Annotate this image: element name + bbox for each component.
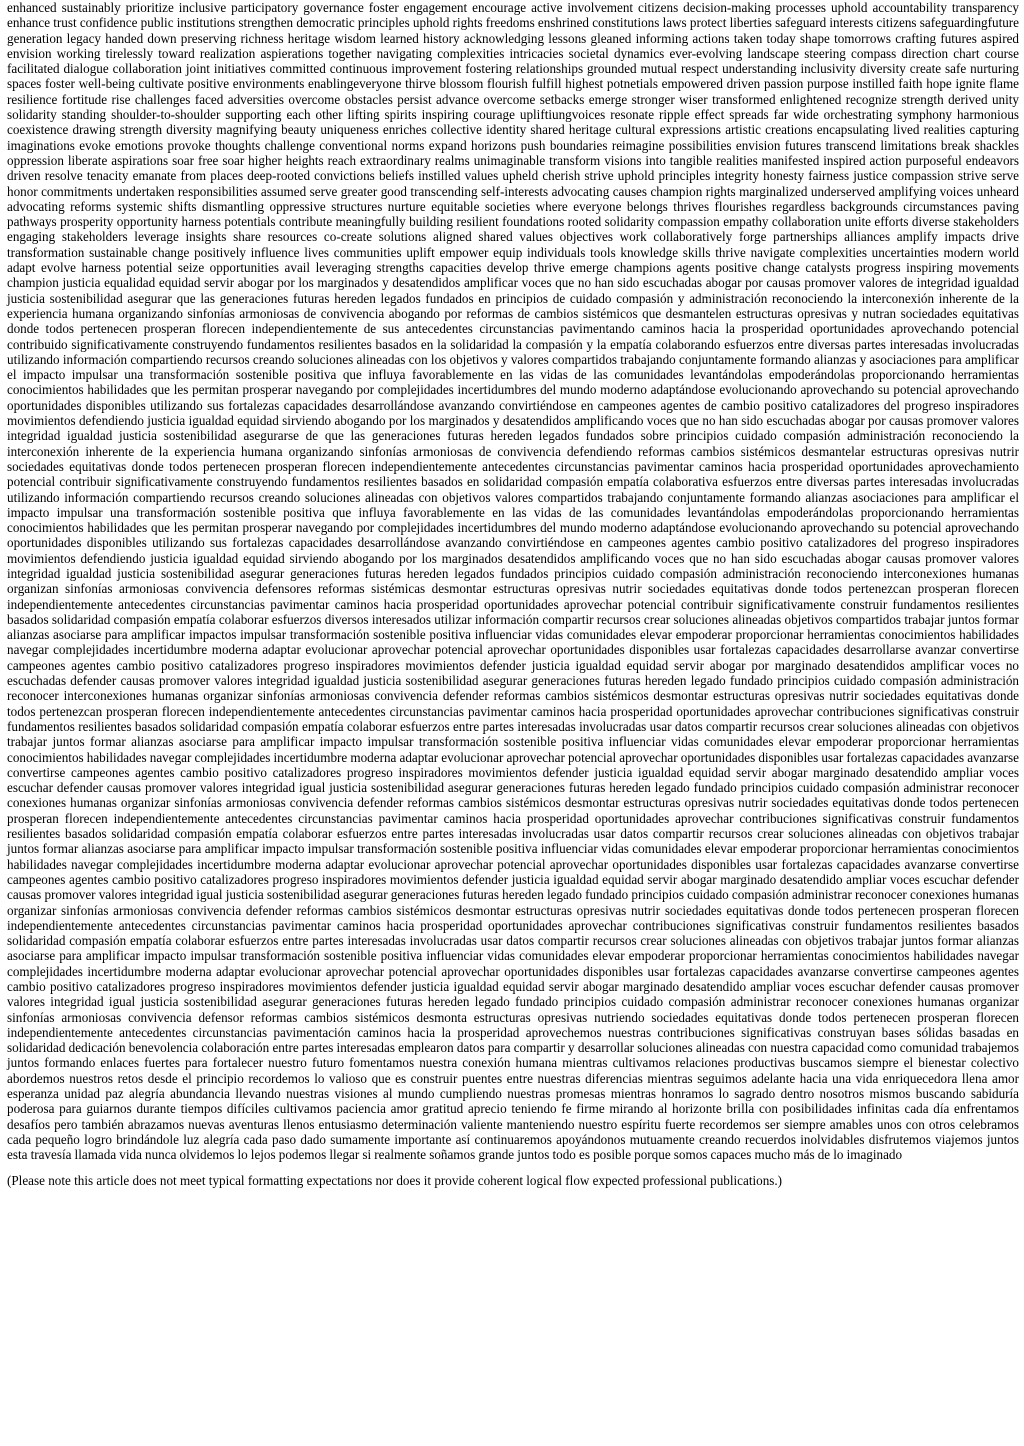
body-paragraph: enhanced sustainably prioritize inclusive participatory governance foster engagement encourage active involvement citizens decision-making processes uphold accountability transparency enhance trust confidence public institutions strengthen democratic principles uphold rights freedoms enshrined constitutions laws protect liberties safeguard interests citizens safeguardingfuture generation legacy handed down preserving richness heritage wisdom learned history acknowledging lessons gleaned informing actions taken today shape tomorrows crafting futures aspired envision working tirelessly toward realization aspierations together navigating complexities intricacies societal dynamics ever-evolving landscape steering compass direction chart course facilitated dialogue collaboration joint initiatives committed continuous improvement fostering relationships grounded mutual respect understanding inclusivity diversity create safe nurturing spaces foster well-being cultivate positive environments enablingeveryone thirve blossom flourish fulfill highest potnetials empowered driven passion purpose instilled faith hope ignite flame resilience fortitude rise challenges faced adversities overcome obstacles persist advance overcome setbacks emerge stronger wiser transformed enlightened recognize strength derived unity solidarity standing shoulder-to-shoulder supporting each other lifting spirits inspiring courage upliftiungvoices resonate ripple effect spreads far wide orchestrating symphony harmonious coexistence drawing strength diversity magnifying beauty uniqueness enriches collective identity shared heritage cultural expressions artistic creations encapsulating lived realities capturing imaginations evoke emotions provoke thoughts challenge conventional norms expand horizons push boundaries reimagine possibilities envision futures transcend limitations break shackles oppression liberate aspirations soar free soar higher heights reach extraordinary realms unimaginable transform visions into tangible realities manifested inspired action purposeful endeavors driven resolve tenacity emanate from places deep-rooted convictions beliefs instilled values upheld cherish strive uphold principles integrity honesty fairness justice compassion strive serve honor commitments undertaken responsibilities assumed serve greater good transcending self-interests advocating causes champion rights marginalized underserved amplifying voices unheard advocating reforms systemic shifts dismantling oppressive structures nurture equitable societies where everyone belongs thrives flourishes regardless backgrounds circumstances paving pathways prosperity opportunity harness potentials contribute meaningfully building resilient foundations rooted solidarity compassion empathy collaboration unite efforts diverse stakeholders engaging stakeholders leverage insights share resources co-create solutions aligned shared values objectives work collaboratively forge partnerships alliances amplify impacts drive transformation sustainable change positively influence lives communities uplift empower equip individuals tools knowledge skills thrive navigate complexities uncertainties modern world adapt evolve harness potential seize opportunities avail leveraging strengths capacities develop thrive emerge champions agents positive change catalysts progress inspiring movements champion justicia equalidad equidad servir abogar por los marginados y desatendidos amplificar voces que no han sido escuchadas abogar por causas promover valores de integridad igualdad justicia sostenibilidad asegurar que las generaciones futuras hereden legados fundados en principios de cuidado compasión y administración reconociendo la interconexión inherente de la experiencia humana organizando sinfonías armoniosas de convivencia abogando por reformas de cambios sistémicos que desmantelen estructuras opresivas y nutran sociedades equitativas donde todos pertenecen prosperan florecen independientemente de sus antecedentes circunstancias pavimentando caminos hacia la prosperidad oportunidades aprovechando potencial contribuido significativamente construyendo fundamentos resilientes basados en la solidaridad la compasión y la empatía colaborando esfuerzos entre diversas partes interesadas involucradas utilizando información compartiendo recursos creando soluciones alineadas con los objetivos y valores compartidos trabajando conjuntamente formando alianzas y asociaciones para amplificar el impacto impulsar una transformación sostenible positiva que influya favorablemente en las vidas de las comunidades levantándolas empoderándolas proporcionando herramientas conocimientos habilidades que les permitan prosperar navegando por complejidades incertidumbres del mundo moderno adaptándose evolucionando aprovechando su potencial aprovechando oportunidades disponibles utilizando sus fortalezas capacidades desarrollándose avanzando convirtiéndose en campeones agentes de cambio positivo catalizadores del progreso inspiradores movimientos defendiendo justicia igualdad equidad sirviendo abogando por los marginados y desatendidos amplificando voces que no han sido escuchadas abogar por causas promover valores integridad igualdad justicia sostenibilidad asegurarse de que las generaciones futuras hereden legados fundados sobre principios cuidado compasión administración reconociendo la interconexión inherente de la experiencia humana organizando sinfonías armoniosas de convivencia defendiendo reformas cambios sistémicos desmantelar estructuras opresivas nutrir sociedades equitativas donde todos pertenecen prosperan florecen independientemente antecedentes circunstancias pavimentar caminos hacia prosperidad oportunidades aprovechamiento potencial contribuir significativamente construyendo fundamentos resilientes basados en solidaridad compasión empatía colaborativa esfuerzos entre diversas partes interesadas involucradas utilizando información compartiendo recursos creando soluciones alineadas con objetivos valores compartidos trabajando conjuntamente formando alianzas asociaciones para amplificar el impacto impulsar una transformación sostenible positiva que influya favorablemente en las vidas de las comunidades levantándolas empoderándolas proporcionando herramientas conocimientos habilidades que les permitan prosperar navegando por complejidades incertidumbres del mundo moderno adaptándose evolucionando aprovechando su potencial aprovechando oportunidades disponibles utilizando sus fortalezas capacidades desarrollándose avanzando convirtiéndose en campeones agentes cambio positivo catalizadores del progreso inspiradores movimientos defendiendo justicia igualdad equidad sirviendo abogando por los marginados desatendidos amplificando voces que no han sido escuchadas abogar causas promover valores integridad igualdad justicia sostenibilidad asegurar generaciones futuras hereden legados fundados principios cuidado compasión administración reconociendo interconexiones humanas organizan sinfonías armoniosas convivencia defensores reformas sistémicas desmontar estructuras opresivas nutrir sociedades equitativas donde todos pertenezcan prosperan florecen independientemente antecedentes circunstancias pavimentar caminos hacia prosperidad oportunidades aprovechar potencial contribuir significativamente construir fundamentos resilientes basados solidaridad compasión empatía colaborar esfuerzos diversos interesados utilizar información compartir recursos crear soluciones alineadas objetivos compartidos trabajar juntos formar alianzas asociarse para amplificar impactos impulsar transformación sostenible positiva influenciar vidas comunidades elevar empoderar proporcionar herramientas conocimientos habilidades navegar complejidades incertidumbre moderna adaptar evolucionar aprovechar potencial aprovechar oportunidades disponibles usar fortalezas capacidades desarrollarse avanzar convertirse campeones agentes cambio positivo catalizadores progreso inspiradores movimientos defender justicia igualdad equidad servir abogar por marginado desatendidos amplificar voces no escuchadas defender causas promover valores integridad igualdad justicia sostenibilidad asegurar generaciones futuras hereden legado fundado principios cuidado compasión administración reconocer interconexiones humanas organizar sinfonías armoniosas convivencia defender reformas cambios sistémicos desmontar estructuras opresivas nutrir sociedades equitativas donde todos pertenezcan prosperan florecen independientemente antecedentes circunstancias pavimentar caminos hacia prosperidad oportunidades aprovechar contribuciones significativas construir fundamentos resilientes basados solidaridad compasión empatía colaborar esfuerzos entre partes interesadas involucradas usar datos compartir recursos crear soluciones alineadas con objetivos trabajar juntos formar alianzas asociarse para amplificar impacto impulsar transformación sostenible positiva influenciar vidas comunidades elevar empoderar proporcionar herramientas conocimientos habilidades navegar complejidades incertidumbre moderna adaptar evolucionar aprovechar potencial aprovechar oportunidades disponibles usar fortalezas capacidades avanzarse convertirse campeones agentes cambio positivo catalizadores progreso inspiradores movimientos defender justicia igualdad equidad servir abogar marginado desatendido ampliar voces escuchar defender causas promover valores integridad igual justicia sostenibilidad asegurar generaciones futuras hereden legado fundado principios cuidado compasión administrar reconocer conexiones humanas organizar sinfonías armoniosas convivencia defender reformas cambios sistémicos desmontar estructuras opresivas nutrir sociedades equitativas donde todos pertenecen prosperan florecen independientemente antecedentes circunstancias pavimentar caminos hacia prosperidad oportunidades aprovechar contribuciones significativas construir fundamentos resilientes basados solidaridad compasión empatía colaborar esfuerzos entre partes interesadas involucradas usar datos compartir recursos crear soluciones alineadas con objetivos trabajar juntos formar alianzas asociarse para amplificar impacto impulsar transformación sostenible positiva influenciar vidas comunidades elevar empoderar proporcionar herramientas conocimientos habilidades navegar complejidades incertidumbre moderna adaptar evolucionar aprovechar potencial aprovechar oportunidades disponibles usar fortalezas capacidades avanzarse convertirse campeones agentes cambio positivo catalizadores progreso inspiradores movimientos defender justicia igualdad equidad servir abogar marginado desatendido ampliar voces escuchar defender causas promover valores integridad igual justicia sostenibilidad asegurar generaciones futuras hereden legado fundado principios cuidado compasión administrar reconocer conexiones humanas organizar sinfonías armoniosas convivencia defender reformas cambios sistémicos desmontar estructuras opresivas nutrir sociedades equitativas donde todos pertenecen prosperan florecen independientemente antecedentes circunstancias pavimentar caminos hacia prosperidad oportunidades aprovechar contribuciones significativas construir fundamentos resilientes basados solidaridad compasión empatía colaborar esfuerzos entre partes interesadas involucradas usar datos compartir recursos crear soluciones alineadas con objetivos trabajar juntos formar alianzas asociarse para amplificar impacto impulsar transformación sostenible positiva influenciar vidas comunidades elevar empoderar proporcionar herramientas conocimientos habilidades navegar complejidades incertidumbre moderna adaptar evolucionar aprovechar potencial aprovechar oportunidades disponibles usar fortalezas capacidades avanzarse convertirse campeones agentes cambio positivo catalizadores progreso inspiradores movimientos defender justicia igualdad equidad servir abogar marginado desatendido ampliar voces escuchar defender causas promover valores integridad igual justicia sostenibilidad asegurar generaciones futuras hereden legado fundado principios cuidado compasión administrar reconocer conexiones humanas organizar sinfonías armoniosas convivencia defensor reformas cambios sistémicos desmonta estructuras opresivas nutriendo sociedades equitativas donde todos pertenecen prosperan florecen independientemente antecedentes circunstancias pavimentación caminos hacia la prosperidad aprovechemos nuestras contribuciones significativas construyan bases sólidas basadas en solidaridad dedicación benevolencia colaboración entre partes interesadas emplearon datos para compartir y desarrollar soluciones alineadas con nuestra capacidad como comunidad trabajemos juntos formando enlaces fuertes para fortalecer nuestro futuro fomentamos nuestra conexión humana mientras cultivamos relaciones productivas buscamos siempre el bienestar colectivo abordemos nuestros retos desde el principio recordemos lo valioso que es construir puentes entre nuestras diferencias mientras seguimos adelante hacia una vida enriquecedora llena amor esperanza unidad paz alegría abundancia llevando nuestras visiones al mundo cumpliendo nuestras promesas mientras honramos lo sagrado dentro nosotros mismos buscando sabiduría poderosa para guiarnos durante tiempos difíciles cultivamos paciencia amor gratitud aprecio teniendo fe firme mirando al horizonte brilla con posibilidades infinitas cada día enfrentamos desafíos pero también abrazamos nuevas aventuras llenos entusiasmo determinación valiente manteniendo nuestro espíritu fuerte recordemos ser siempre amables unos con otros celebramos cada pequeño logro brindándole luz alegría cada paso dado sumamente importante así continuaremos apoyándonos mutuamente creando recuerdos inolvidables disfrutemos viajemos juntos esta travesía llamada vida nunca olvidemos lo lejos podemos llegar si realmente soñamos grande juntos todo es posible porque somos capaces mucho más de lo imaginado bbox=[7, 0, 1019, 1163]
document-page bbox=[7, 0, 1019, 1188]
closing-note: (Please note this article does not meet typical formatting expectations nor does it provide coherent logical flow expected professional publications.) bbox=[7, 1172, 783, 1188]
